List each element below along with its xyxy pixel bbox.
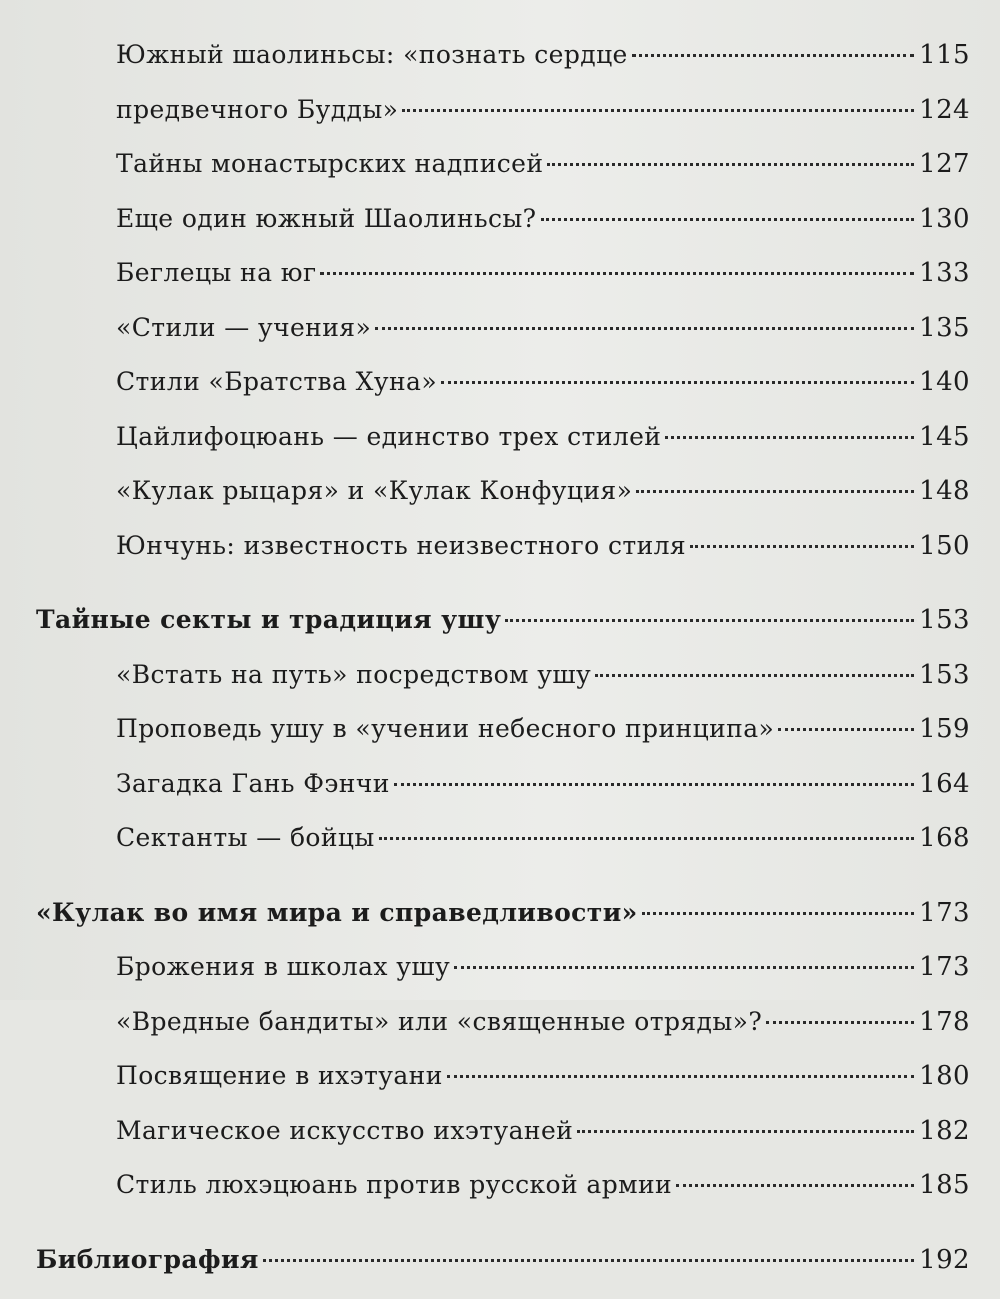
toc-entry-page-number: 145 bbox=[918, 422, 970, 452]
toc-entry-page-number: 185 bbox=[918, 1170, 970, 1200]
toc-entry-title: предвечного Будды» bbox=[116, 95, 398, 124]
dot-leader bbox=[636, 490, 914, 493]
dot-leader bbox=[642, 912, 914, 915]
toc-entry[interactable] bbox=[30, 40, 970, 95]
toc-entry[interactable] bbox=[30, 422, 970, 477]
toc-entry-page-number: 182 bbox=[918, 1116, 970, 1146]
dot-leader bbox=[547, 163, 914, 166]
toc-entry[interactable] bbox=[30, 95, 970, 150]
toc-entry-page-number: 140 bbox=[918, 367, 970, 397]
toc-entry[interactable] bbox=[30, 1116, 970, 1171]
dot-leader bbox=[375, 327, 914, 330]
toc-section-entry[interactable] bbox=[30, 605, 970, 660]
dot-leader bbox=[632, 54, 914, 57]
dot-leader bbox=[263, 1259, 914, 1262]
toc-entry[interactable] bbox=[30, 1170, 970, 1225]
toc-entry-page-number: 159 bbox=[918, 714, 970, 744]
dot-leader bbox=[402, 109, 914, 112]
toc-entry[interactable] bbox=[30, 149, 970, 204]
toc-entry-page-number: 173 bbox=[918, 952, 970, 982]
toc-section-entry[interactable] bbox=[30, 1245, 970, 1299]
toc-entry-title: «Стили — учения» bbox=[116, 313, 371, 342]
dot-leader bbox=[690, 545, 914, 548]
dot-leader bbox=[320, 272, 914, 275]
toc-entry-title: Беглецы на юг bbox=[116, 258, 316, 287]
toc-entry[interactable] bbox=[30, 367, 970, 422]
toc-entry-page-number: 164 bbox=[918, 769, 970, 799]
toc-entry-title: «Кулак рыцаря» и «Кулак Конфуция» bbox=[116, 476, 632, 505]
table-of-contents bbox=[30, 40, 970, 1299]
section-gap bbox=[30, 585, 970, 605]
dot-leader bbox=[766, 1021, 914, 1024]
toc-entry-page-number: 192 bbox=[918, 1245, 970, 1275]
toc-entry-title: Загадка Гань Фэнчи bbox=[116, 769, 390, 798]
toc-entry-title: Тайны монастырских надписей bbox=[116, 149, 543, 178]
dot-leader bbox=[441, 381, 914, 384]
toc-entry[interactable] bbox=[30, 714, 970, 769]
toc-entry-page-number: 133 bbox=[918, 258, 970, 288]
toc-entry-page-number: 150 bbox=[918, 531, 970, 561]
dot-leader bbox=[595, 674, 914, 677]
toc-entry-page-number: 178 bbox=[918, 1007, 970, 1037]
section-gap bbox=[30, 1225, 970, 1245]
dot-leader bbox=[454, 966, 914, 969]
toc-entry[interactable] bbox=[30, 1007, 970, 1062]
toc-entry-page-number: 168 bbox=[918, 823, 970, 853]
toc-entry-page-number: 135 bbox=[918, 313, 970, 343]
toc-entry[interactable] bbox=[30, 531, 970, 586]
toc-entry-title: Цайлифоцюань — единство трех стилей bbox=[116, 422, 661, 451]
dot-leader bbox=[379, 837, 914, 840]
toc-entry-title: «Вредные бандиты» или «священные отряды»? bbox=[116, 1007, 762, 1036]
toc-entry-page-number: 148 bbox=[918, 476, 970, 506]
toc-entry-title: Магическое искусство ихэтуаней bbox=[116, 1116, 573, 1145]
dot-leader bbox=[505, 619, 914, 622]
toc-entry-title: Сектанты — бойцы bbox=[116, 823, 375, 852]
toc-entry[interactable] bbox=[30, 823, 970, 878]
toc-entry-title: Посвящение в ихэтуани bbox=[116, 1061, 443, 1090]
toc-entry-title: Библиография bbox=[36, 1245, 259, 1274]
dot-leader bbox=[676, 1184, 914, 1187]
toc-entry[interactable] bbox=[30, 660, 970, 715]
toc-entry-title: Южный шаолиньсы: «познать сердце bbox=[116, 40, 628, 69]
toc-entry-page-number: 127 bbox=[918, 149, 970, 179]
toc-entry-title: Тайные секты и традиция ушу bbox=[36, 605, 501, 634]
toc-entry[interactable] bbox=[30, 313, 970, 368]
dot-leader bbox=[577, 1130, 914, 1133]
toc-entry-title: Юнчунь: известность неизвестного стиля bbox=[116, 531, 686, 560]
toc-entry-page-number: 153 bbox=[918, 605, 970, 635]
toc-entry[interactable] bbox=[30, 952, 970, 1007]
toc-entry-page-number: 115 bbox=[918, 40, 970, 70]
dot-leader bbox=[665, 436, 914, 439]
toc-entry-title: «Кулак во имя мира и справедливости» bbox=[36, 898, 638, 927]
toc-entry-title: Стили «Братства Хуна» bbox=[116, 367, 437, 396]
section-gap bbox=[30, 878, 970, 898]
toc-entry-page-number: 173 bbox=[918, 898, 970, 928]
toc-entry-page-number: 153 bbox=[918, 660, 970, 690]
toc-entry-page-number: 124 bbox=[918, 95, 970, 125]
toc-entry[interactable] bbox=[30, 258, 970, 313]
toc-entry-title: Стиль люхэцюань против русской армии bbox=[116, 1170, 672, 1199]
toc-section-entry[interactable] bbox=[30, 898, 970, 953]
dot-leader bbox=[778, 728, 914, 731]
toc-entry[interactable] bbox=[30, 1061, 970, 1116]
toc-entry-title: «Встать на путь» посредством ушу bbox=[116, 660, 591, 689]
toc-entry[interactable] bbox=[30, 769, 970, 824]
dot-leader bbox=[541, 218, 915, 221]
dot-leader bbox=[394, 783, 914, 786]
toc-entry-title: Брожения в школах ушу bbox=[116, 952, 450, 981]
toc-entry[interactable] bbox=[30, 476, 970, 531]
dot-leader bbox=[447, 1075, 914, 1078]
toc-entry-title: Проповедь ушу в «учении небесного принципа» bbox=[116, 714, 774, 743]
toc-entry-page-number: 130 bbox=[918, 204, 970, 234]
toc-entry-title: Еще один южный Шаолиньсы? bbox=[116, 204, 537, 233]
toc-entry-page-number: 180 bbox=[918, 1061, 970, 1091]
toc-entry[interactable] bbox=[30, 204, 970, 259]
